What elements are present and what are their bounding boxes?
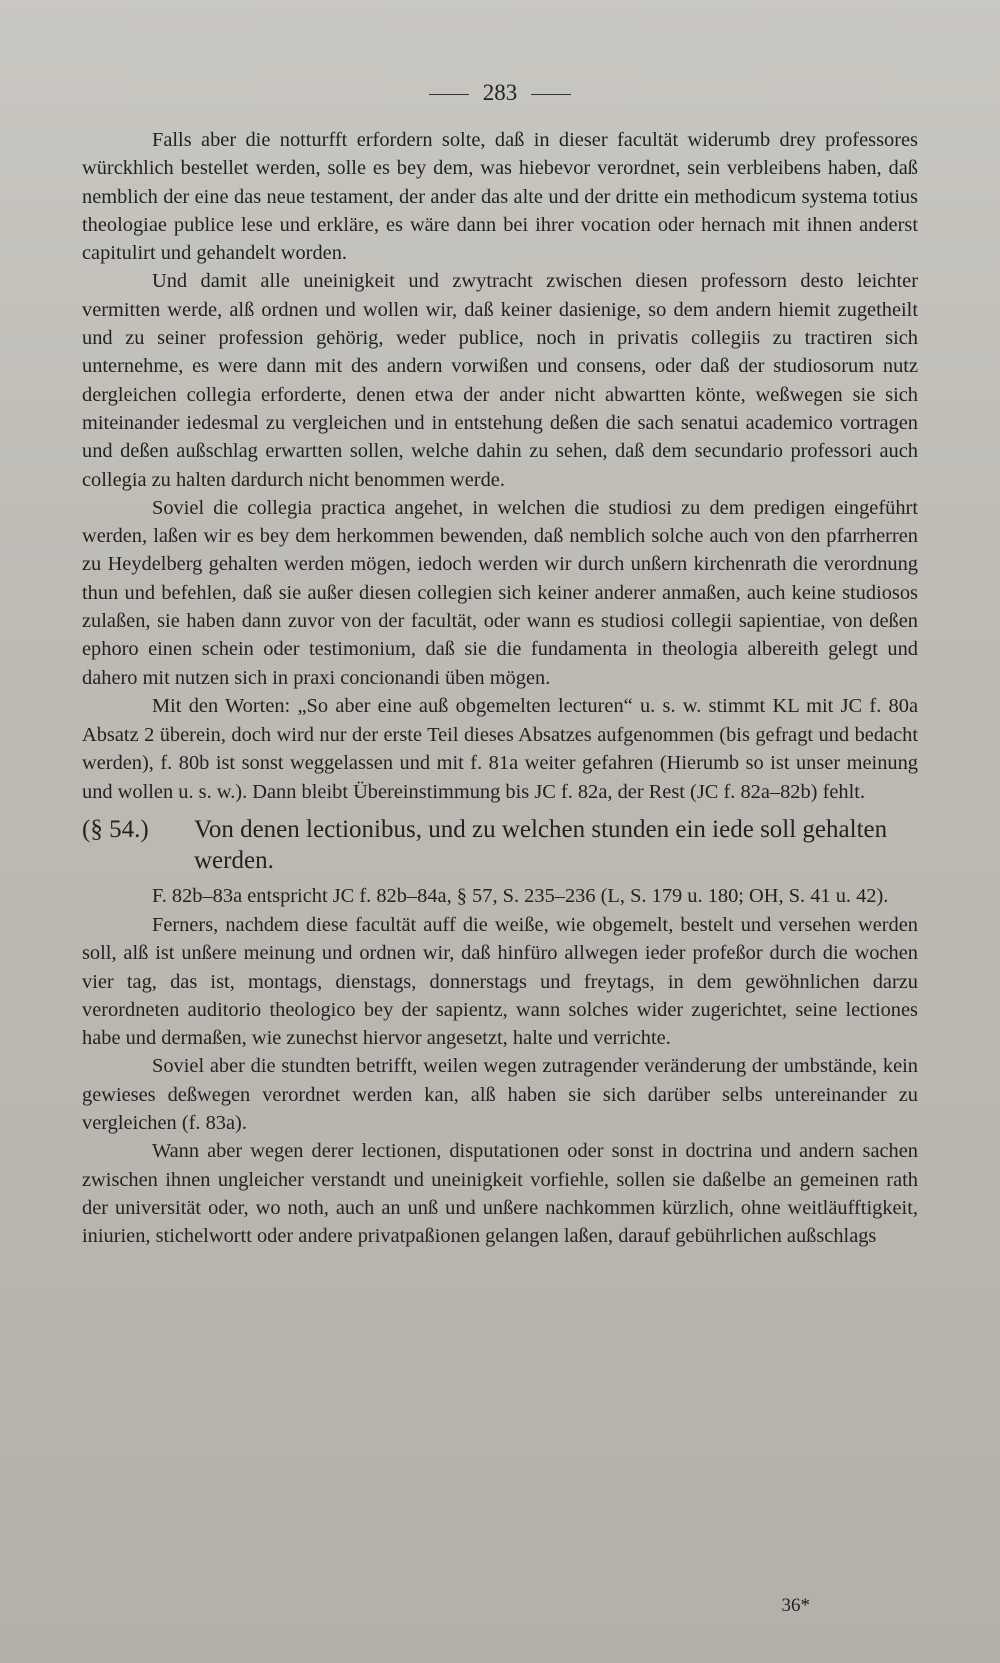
body-text: [82, 126, 918, 1250]
page-number-dash-left: [429, 94, 469, 95]
paragraph-5: Soviel aber die stundten betrifft, weilen wegen zutragender veränderung der umbstände, kein gewieses deßwegen verordnet werden kan, alß haben sie sich darüber selbs untereinander zu vergleichen (f. 83a).: [82, 1055, 918, 1134]
paragraph-3: Soviel die collegia practica angehet, in welchen die studiosi zu dem predigen eingeführt werden, laßen wir es bey dem herkommen bewenden, daß nemblich solche auch von den pfarrherren zu Heydelberg gehalten werden mögen, iedoch werden wir durch unßern kirchenrath die verordnung thun und befehlen, daß sie außer diesen collegien sich keiner anderer anmaßen, auch keine studiosos zulaßen, sie haben dann zuvor von der facultät, oder wann es studiosi collegii sapientiae, von deßen ephoro einen schein oder testimonium, daß sie die fundamenta in theologia albereith gelegt und dahero mit nutzen sich in praxi concionandi üben mögen.: [82, 496, 918, 689]
paragraph-4: Ferners, nachdem diese facultät auff die weiße, wie obgemelt, bestelt und versehen werden soll, alß ist unßere meinung und ordnen wir, daß hinfüro allwegen ieder profeßor durch die wochen vier tag, das ist, montags, dienstags, donnerstags und freytags, in dem gewöhnlichen darzu verordneten auditorio theologico bey der sapientz, wann solches wider zugerichtet, seine lectiones habe und dermaßen, wie zunechst hiervor angesetzt, halte und verrichte.: [82, 913, 918, 1050]
editorial-note-1: Mit den Worten: „So aber eine auß obgemelten lecturen“ u. s. w. stimmt KL mit JC f. 80a Absatz 2 überein, doch wird nur der erste Teil dieses Absatzes aufgenommen (bis gefragt und bedacht werden), f. 80b ist sonst weggelassen und mit f. 81a weiter gefahren (Hierumb so ist unser meinung und wollen u. s. w.). Dann bleibt Übereinstimmung bis JC f. 82a, der Rest (JC f. 82a–82b) fehlt.: [82, 694, 918, 803]
page-number-dash-right: [531, 94, 571, 95]
page-number: [0, 80, 1000, 106]
section-number: (§ 54.): [82, 816, 149, 844]
section-title: Von denen lectionibus, und zu welchen stunden ein iede soll gehalten werden.: [194, 816, 888, 875]
paragraph-1: Falls aber die notturfft erfordern solte, daß in dieser facultät widerumb drey professores würckhlich bestellet werden, solle es bey dem, was hiebevor verordnet, sein verbleibens haben, daß nemblich der eine das neue testament, der ander das alte und der dritte ein methodicum systema totius theologiae publice lese und erkläre, es wäre dann bei ihrer vocation oder hernach mit ihnen anderst capitulirt und gehandelt worden.: [82, 129, 918, 265]
page-number-text: 283: [482, 80, 518, 105]
editorial-note-2: F. 82b–83a entspricht JC f. 82b–84a, § 57, S. 235–236 (L, S. 179 u. 180; OH, S. 41 u. 42).: [152, 885, 889, 908]
paragraph-2: Und damit alle uneinigkeit und zwytracht zwischen diesen professorn desto leichter vermitten werde, alß ordnen und wollen wir, daß keiner dasienige, so dem andern hiemit zugetheilt und zu seiner profession gehörig, weder publice, noch in privatis collegiis zu tractiren sich unternehme, es were dann mit des andern vorwißen und consens, oder daß der studiosorum nutz dergleichen collegia erforderte, denen etwa der ander nicht abwartten könte, weßwegen sie sich miteinander iedesmal zu vergleichen und in entstehung deßen die sach senatui academico vortragen und deßen außschlag erwartten sollen, welche dahin zu sehen, daß dem secundario professori auch collegia zu halten dardurch nicht benommen werde.: [82, 270, 918, 491]
section-heading: [82, 814, 918, 876]
paragraph-6: Wann aber wegen derer lectionen, disputationen oder sonst in doctrina und andern sachen zwischen ihnen ungleicher verstandt und uneinigkeit vorfiehle, sollen sie daßelbe an gemeinen rath der universität oder, wo noth, auch an unß und unßere nachkommen kürzlich, ohne weitläufftigkeit, iniurien, stichelwortt oder andere privatpaßionen gelangen laßen, darauf gebührlichen außschlags: [82, 1140, 918, 1248]
signature-mark: 36*: [781, 1595, 810, 1616]
